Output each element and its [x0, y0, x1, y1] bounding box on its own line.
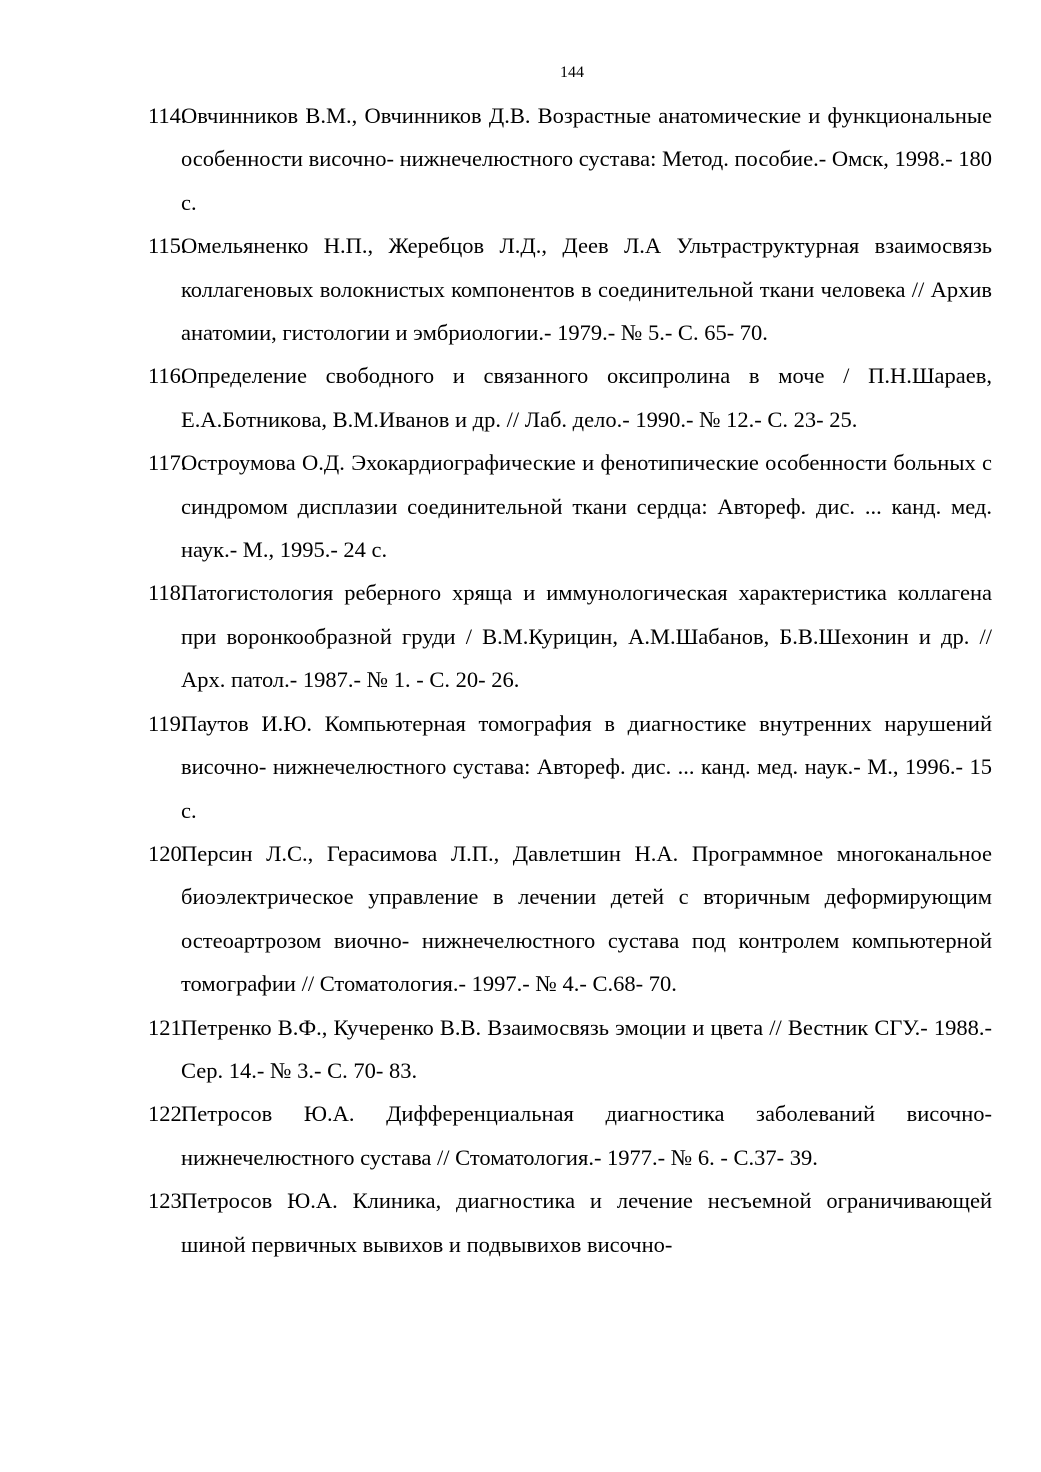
reference-item — [0, 571, 992, 701]
reference-text: Омельяненко Н.П., Жеребцов Л.Д., Деев Л.А Ультраструктурная взаимосвязь коллагеновых волокнистых компонентов в соединительной ткани человека // Архив анатомии, гистологии и эмбриологии.- 1979.- № 5.- С. 65- 70. — [181, 233, 992, 346]
reference-text: Остроумова О.Д. Эхокардиографические и фенотипические особенности больных с синдромом дисплазии соединительной ткани сердца: Автореф. дис. ... канд. мед. наук.- М., 1995.- 24 с. — [181, 450, 992, 563]
reference-number: 122. — [148, 1101, 188, 1127]
reference-item — [0, 1179, 992, 1266]
reference-number: 116. — [148, 363, 187, 389]
reference-number: 114. — [148, 103, 187, 128]
reference-text: Петросов Ю.А. Дифференциальная диагностика заболеваний височно- нижнечелюстного сустава // Стоматология.- 1977.- № 6. - С.37- 39. — [181, 1101, 992, 1170]
reference-text: Патогистология реберного хряща и иммунологическая характеристика коллагена при воронкообразной груди / В.М.Курицин, А.М.Шабанов, Б.В.Шехонин и др. // Арх. патол.- 1987.- № 1. - С. 20- 26. — [181, 580, 992, 693]
page-number: 144 — [560, 64, 584, 81]
reference-number: 120. — [148, 840, 188, 866]
reference-number: 119. — [148, 710, 187, 736]
reference-item — [0, 1092, 992, 1179]
reference-text: Петросов Ю.А. Клиника, диагностика и лечение несъемной ограничивающей шиной первичных вывихов и подвывихов височно- — [181, 1188, 992, 1257]
reference-item — [0, 441, 992, 571]
reference-item — [0, 94, 992, 224]
reference-number: 123. — [148, 1188, 188, 1214]
reference-item — [0, 1006, 992, 1093]
reference-text: Персин Л.С., Герасимова Л.П., Давлетшин Н.А. Программное многоканальное биоэлектрическое управление в лечении детей с вторичным деформирующим остеоартрозом виочно- нижнечелюстного сустава под контролем компьютерной томографии // Стоматология.- 1997.- № 4.- С.68- 70. — [181, 840, 992, 997]
reference-number: 117. — [148, 450, 187, 476]
reference-text: Петренко В.Ф., Кучеренко В.В. Взаимосвязь эмоции и цвета // Вестник СГУ.- 1988.-Сер. 14.- № 3.- С. 70- 83. — [181, 1014, 992, 1083]
reference-text: Паутов И.Ю. Компьютерная томография в диагностике внутренних нарушений височно- нижнечелюстного сустава: Автореф. дис. ... канд. мед. наук.- М., 1996.- 15 с. — [181, 710, 992, 823]
reference-number: 115. — [148, 233, 187, 259]
reference-item — [0, 354, 992, 441]
reference-item — [0, 702, 992, 832]
reference-text: Определение свободного и связанного оксипролина в моче / П.Н.Шараев, Е.А.Ботникова, В.М.Иванов и др. // Лаб. дело.- 1990.- № 12.- С. 23- 25. — [181, 363, 992, 432]
reference-list — [0, 94, 1041, 1266]
reference-text: Овчинников В.М., Овчинников Д.В. Возрастные анатомические и функциональные особенности височно- нижнечелюстного сустава: Метод. пособие.- Омск, 1998.- 180 с. — [181, 103, 992, 215]
reference-item — [0, 224, 992, 354]
reference-item — [0, 832, 992, 1006]
reference-number: 121. — [148, 1014, 188, 1040]
reference-number: 118. — [148, 580, 187, 606]
